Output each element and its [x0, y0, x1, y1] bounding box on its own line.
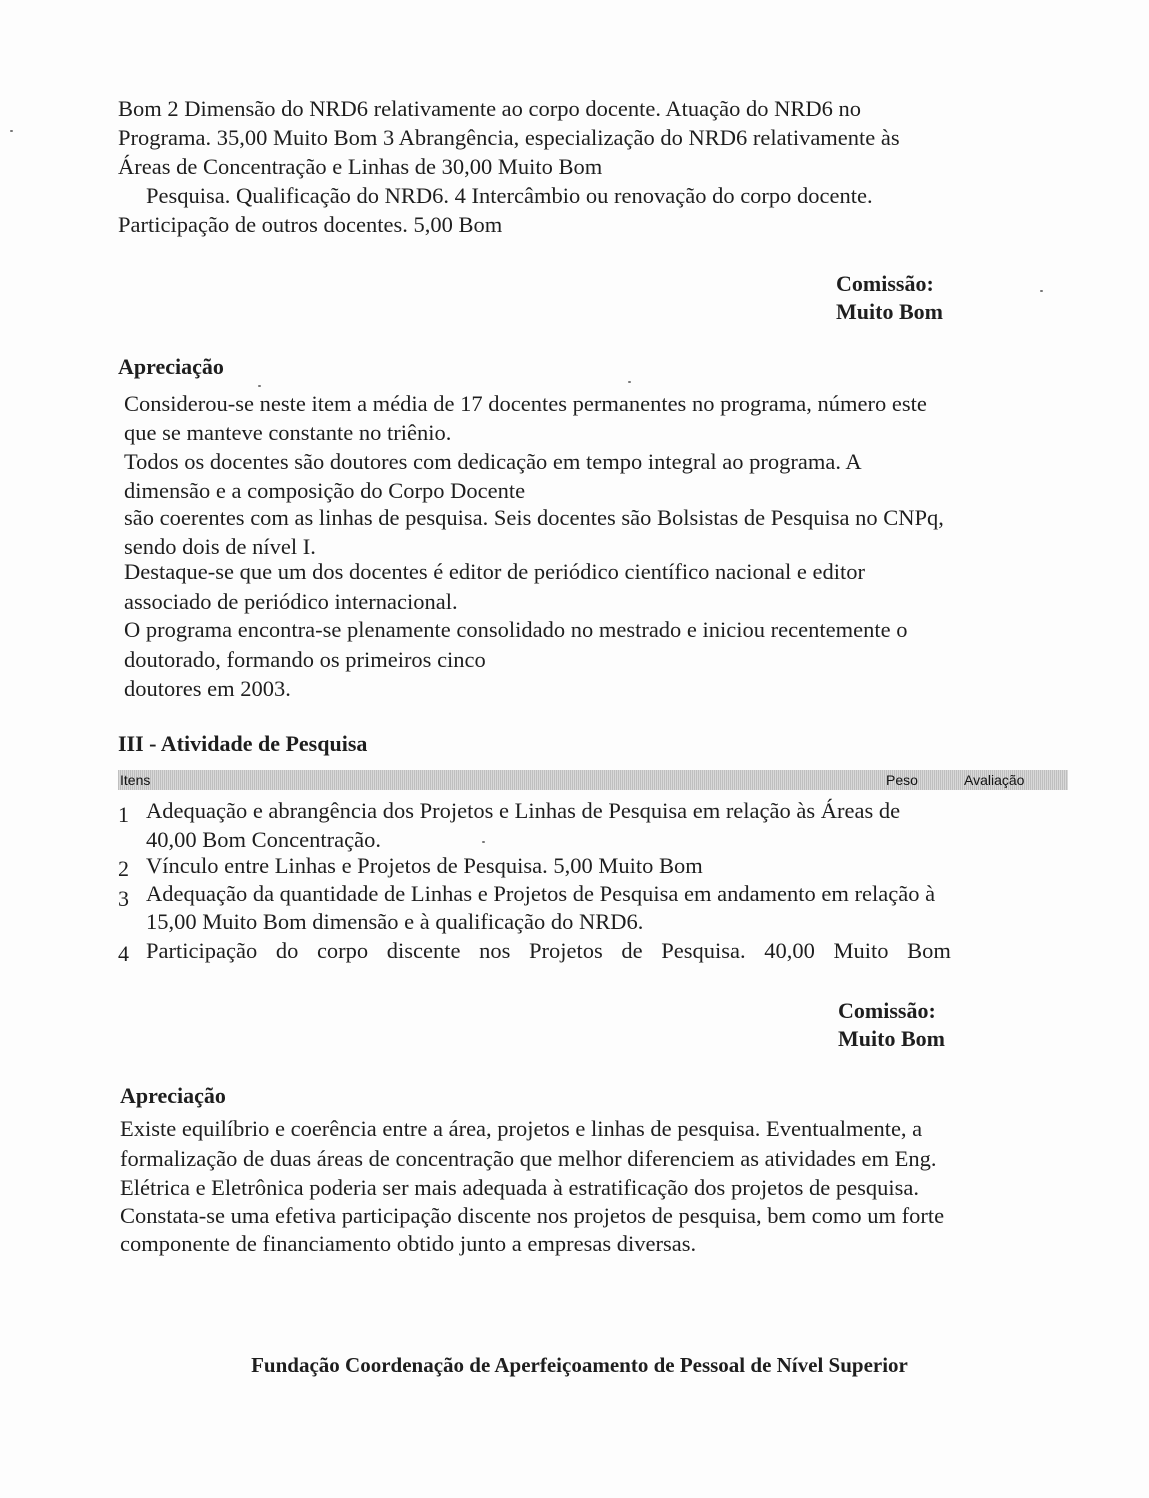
column-header-evaluation: Avaliação [964, 772, 1025, 788]
appreciation-line: são coerentes com as linhas de pesquisa. Seis docentes são Bolsistas de Pesquisa no CNPq, [124, 505, 944, 530]
appreciation-line: Considerou-se neste item a média de 17 docentes permanentes no programa, número este [124, 391, 927, 416]
item-line: 40,00 Bom Concentração. [146, 827, 381, 852]
institution-footer: Fundação Coordenação de Aperfeiçoamento de Pessoal de Nível Superior [251, 1353, 908, 1377]
scan-speck [482, 841, 485, 843]
appreciation-line: componente de financiamento obtido junto a empresas diversas. [120, 1231, 697, 1256]
body-line: Áreas de Concentração e Linhas de 30,00 Muito Bom [118, 154, 603, 179]
appreciation-line: doutores em 2003. [124, 676, 291, 701]
commission-value: Muito Bom [838, 1026, 945, 1051]
table-header [118, 770, 1068, 790]
body-line: Bom 2 Dimensão do NRD6 relativamente ao corpo docente. Atuação do NRD6 no [118, 96, 861, 121]
appreciation-heading: Apreciação [118, 354, 224, 379]
section-title: III - Atividade de Pesquisa [118, 731, 368, 756]
appreciation-heading: Apreciação [120, 1083, 226, 1108]
scan-speck [628, 381, 631, 383]
item-line: Participação do corpo discente nos Projetos de Pesquisa. 40,00 Muito Bom [146, 938, 951, 963]
appreciation-line: Existe equilíbrio e coerência entre a área, projetos e linhas de pesquisa. Eventualmente, a [120, 1116, 923, 1141]
item-line: Adequação e abrangência dos Projetos e Linhas de Pesquisa em relação às Áreas de [146, 798, 901, 823]
commission-value: Muito Bom [836, 299, 943, 324]
item-line: Vínculo entre Linhas e Projetos de Pesquisa. 5,00 Muito Bom [146, 853, 703, 878]
scan-speck [10, 130, 13, 132]
column-header-items: Itens [120, 772, 151, 788]
column-header-weight: Peso [886, 772, 918, 788]
body-line: Pesquisa. Qualificação do NRD6. 4 Intercâmbio ou renovação do corpo docente. [146, 183, 873, 208]
appreciation-line: doutorado, formando os primeiros cinco [124, 647, 486, 672]
appreciation-line: que se manteve constante no triênio. [124, 420, 452, 445]
appreciation-line: Elétrica e Eletrônica poderia ser mais adequada à estratificação dos projetos de pesquisa. [120, 1175, 920, 1200]
appreciation-line: Destaque-se que um dos docentes é editor de periódico científico nacional e editor [124, 559, 865, 584]
scan-speck [1040, 290, 1043, 292]
item-number: 2 [118, 856, 129, 881]
item-number: 3 [118, 886, 129, 911]
appreciation-line: Constata-se uma efetiva participação discente nos projetos de pesquisa, bem como um forte [120, 1203, 945, 1228]
item-line: 15,00 Muito Bom dimensão e à qualificação do NRD6. [146, 909, 644, 934]
appreciation-line: sendo dois de nível I. [124, 534, 316, 559]
item-line: Adequação da quantidade de Linhas e Projetos de Pesquisa em andamento em relação à [146, 881, 936, 906]
appreciation-line: associado de periódico internacional. [124, 589, 458, 614]
appreciation-line: formalização de duas áreas de concentração que melhor diferenciem as atividades em Eng. [120, 1146, 937, 1171]
body-line: Participação de outros docentes. 5,00 Bom [118, 212, 503, 237]
body-line: Programa. 35,00 Muito Bom 3 Abrangência, especialização do NRD6 relativamente às [118, 125, 900, 150]
commission-label: Comissão: [836, 271, 934, 296]
appreciation-line: O programa encontra-se plenamente consolidado no mestrado e iniciou recentemente o [124, 617, 908, 642]
commission-label: Comissão: [838, 998, 936, 1023]
item-number: 1 [118, 802, 129, 827]
scan-speck [258, 385, 261, 387]
appreciation-line: Todos os docentes são doutores com dedicação em tempo integral ao programa. A [124, 449, 862, 474]
appreciation-line: dimensão e a composição do Corpo Docente [124, 478, 526, 503]
item-number: 4 [118, 941, 129, 966]
